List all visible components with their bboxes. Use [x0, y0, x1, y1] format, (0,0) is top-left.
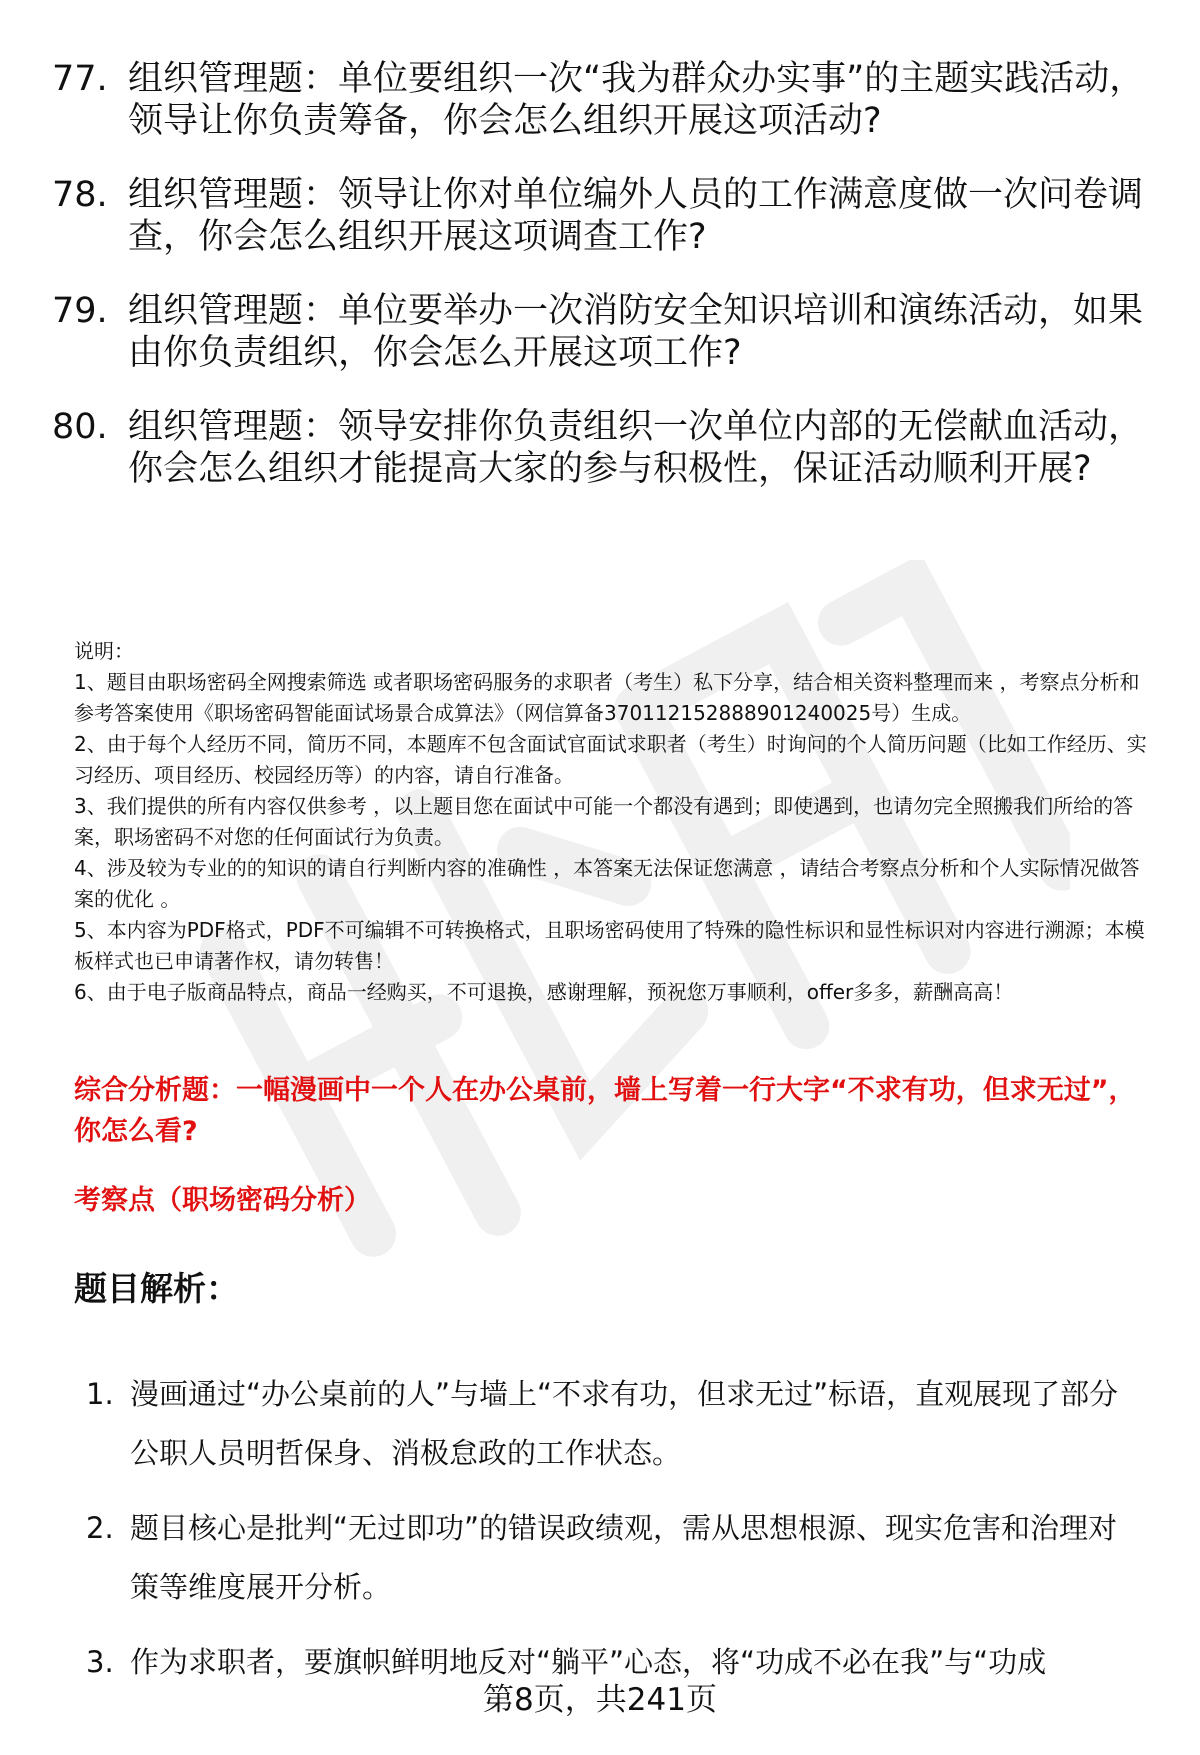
question-text: 组织管理题：单位要组织一次“我为群众办实事”的主题实践活动，领导让你负责筹备，你会怎么组织开展这项活动?: [128, 59, 1145, 141]
analysis-heading: 题目解析：: [74, 1269, 239, 1308]
analysis-item: [86, 1499, 1146, 1617]
analysis-text: 题目核心是批判“无过即功”的错误政绩观，需从思想根源、现实危害和治理对策等维度展开分析。: [130, 1511, 1118, 1604]
note-item: 2、由于每个人经历不同，简历不同，本题库不包含面试官面试求职者（考生）时询问的个人简历问题（比如工作经历、实习经历、项目经历、校园经历等）的内容，请自行准备。: [74, 732, 1147, 787]
analysis-number: 2.: [86, 1511, 114, 1545]
note-item: 4、涉及较为专业的的知识的请自行判断内容的准确性 ，本答案无法保证您满意 ，请结合考察点分析和个人实际情况做答案的优化 。: [74, 856, 1140, 911]
question-number: 79.: [52, 291, 108, 331]
notes-title: 说明：: [74, 639, 134, 663]
note-item: 6、由于电子版商品特点，商品一经购买，不可退换，感谢理解，预祝您万事顺利，offer多多，薪酬高高！: [74, 980, 1014, 1004]
analysis-number: 1.: [86, 1377, 114, 1411]
analysis-text: 作为求职者，要旗帜鲜明地反对“躺平”心态，将“功成不必在我”与“功成: [130, 1645, 1047, 1679]
analysis-item: [86, 1365, 1146, 1483]
note-item: 1、题目由职场密码全网搜索筛选 或者职场密码服务的求职者（考生）私下分享，结合相关资料整理而来 ，考察点分析和参考答案使用《职场密码智能面试场景合成算法》（网信算备370112152888901240025号）生成。: [74, 670, 1140, 725]
question-item: [52, 58, 1152, 142]
question-list: [52, 58, 1152, 522]
question-text: 组织管理题：领导让你对单位编外人员的工作满意度做一次问卷调查，你会怎么组织开展这项调查工作?: [128, 175, 1144, 257]
question-item: [52, 174, 1152, 258]
analysis-number: 3.: [86, 1645, 114, 1679]
question-number: 77.: [52, 59, 108, 99]
assessment-point: 考察点（职场密码分析）: [74, 1185, 371, 1216]
analysis-list: [86, 1365, 1146, 1708]
note-item: 3、我们提供的所有内容仅供参考 ，以上题目您在面试中可能一个都没有遇到；即使遇到，也请勿完全照搬我们所给的答案，职场密码不对您的任何面试行为负责。: [74, 794, 1134, 849]
question-text: 组织管理题：领导安排你负责组织一次单位内部的无偿献血活动，你会怎么组织才能提高大家的参与积极性，保证活动顺利开展?: [128, 407, 1144, 489]
page-footer: 第8页，共241页: [483, 1682, 717, 1718]
note-item: 5、本内容为PDF格式，PDF不可编辑不可转换格式，且职场密码使用了特殊的隐性标识和显性标识对内容进行溯源；本模板样式也已申请著作权，请勿转售！: [74, 918, 1145, 973]
question-item: [52, 290, 1152, 374]
question-number: 80.: [52, 407, 108, 447]
notes-section: [74, 636, 1154, 1008]
question-text: 组织管理题：单位要举办一次消防安全知识培训和演练活动，如果由你负责组织，你会怎么开展这项工作?: [128, 291, 1144, 373]
question-item: [52, 406, 1152, 490]
featured-question: 综合分析题：一幅漫画中一个人在办公桌前，墙上写着一行大字“不求有功，但求无过”，你怎么看?: [74, 1075, 1136, 1147]
analysis-text: 漫画通过“办公桌前的人”与墙上“不求有功，但求无过”标语，直观展现了部分公职人员明哲保身、消极怠政的工作状态。: [130, 1377, 1119, 1470]
question-number: 78.: [52, 175, 108, 215]
